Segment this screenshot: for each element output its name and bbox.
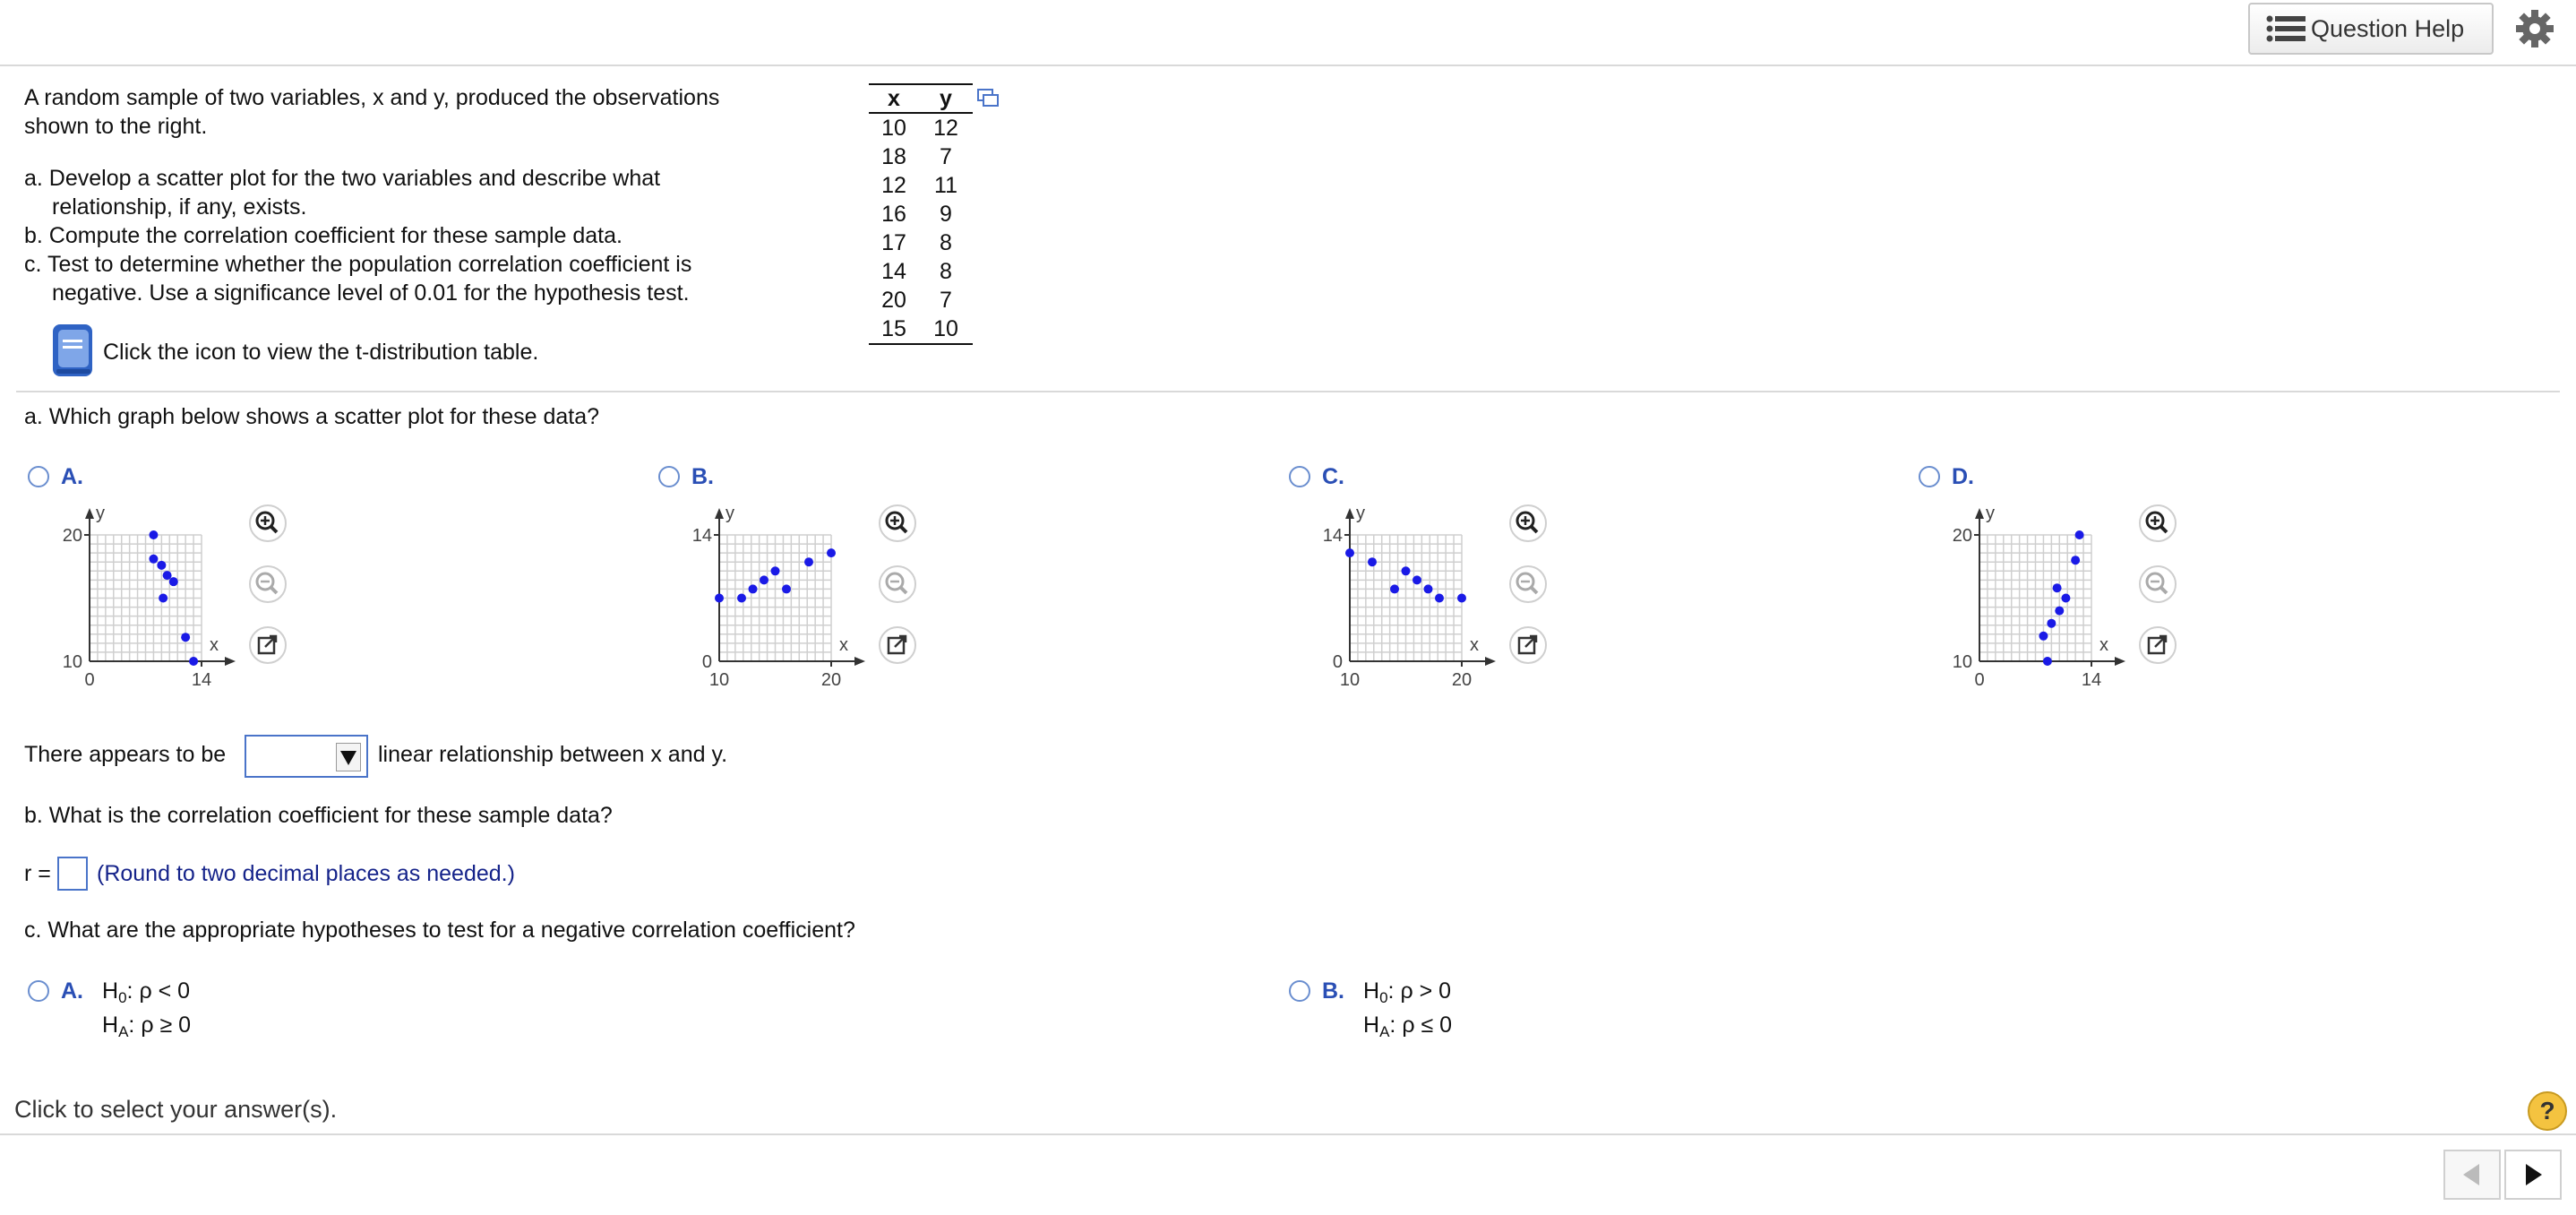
- r-input[interactable]: [57, 857, 88, 891]
- h-letter: H: [102, 978, 119, 1004]
- scatter-point: [1345, 548, 1354, 557]
- option-d-radio[interactable]: [1919, 466, 1940, 487]
- triangle-right-icon: [2506, 1151, 2560, 1198]
- zoom-in-icon[interactable]: [879, 504, 916, 542]
- y-bottom-label: 0: [701, 652, 712, 672]
- h-letter: H: [1363, 1012, 1380, 1038]
- y-axis-arrow: [715, 508, 724, 519]
- footer-divider: [0, 1133, 2576, 1135]
- table-row: [869, 142, 973, 171]
- scatter-point: [1390, 584, 1399, 593]
- pop-out-icon[interactable]: [249, 626, 287, 664]
- colon: :: [128, 1012, 142, 1038]
- intro-line-2: shown to the right.: [24, 114, 208, 139]
- scatter-point: [737, 594, 746, 603]
- y-top-label: 20: [62, 526, 82, 546]
- scatter-point: [169, 577, 178, 586]
- hypothesis-b-h0-relation: ρ > 0: [1400, 978, 1452, 1004]
- table-row: [869, 228, 973, 257]
- x-axis-label: x: [839, 635, 848, 655]
- relationship-dropdown[interactable]: [245, 735, 368, 778]
- table-header: [869, 83, 973, 114]
- y-top-label: 20: [1952, 526, 1972, 546]
- y-axis-label: y: [726, 504, 734, 523]
- zoom-in-icon[interactable]: [1509, 504, 1547, 542]
- table-row: [869, 171, 973, 200]
- table-cell: 7: [940, 287, 952, 313]
- pop-out-icon[interactable]: [2139, 626, 2177, 664]
- x-right-label: 14: [191, 670, 212, 690]
- zoom-out-icon[interactable]: [249, 565, 287, 603]
- scatter-point: [2055, 607, 2064, 616]
- part-a-line-1: a. Develop a scatter plot for the two variables and describe what: [24, 166, 661, 191]
- h-letter: H: [102, 1012, 119, 1038]
- t-table-icon[interactable]: [51, 323, 96, 378]
- table-cell: 14: [881, 258, 906, 284]
- zoom-in-icon[interactable]: [249, 504, 287, 542]
- table-cell: 15: [881, 315, 906, 341]
- h0-subscript: 0: [1379, 989, 1388, 1006]
- hypothesis-b-radio[interactable]: [1289, 980, 1310, 1002]
- x-left-label: 10: [1339, 670, 1361, 690]
- copy-data-icon[interactable]: [976, 88, 1000, 109]
- y-bottom-label: 10: [62, 652, 82, 672]
- ha-subscript: A: [118, 1023, 129, 1040]
- intro-line-1: A random sample of two variables, x and y, produced the observations: [24, 85, 720, 110]
- x-axis-arrow: [2115, 657, 2125, 666]
- y-bottom-label: 0: [1332, 652, 1343, 672]
- scatter-graph-b: [665, 502, 872, 699]
- y-top-label: 14: [1322, 526, 1343, 546]
- scatter-point: [782, 584, 791, 593]
- scatter-point: [2043, 657, 2052, 666]
- problem-statement: [24, 83, 719, 307]
- table-cell: 8: [940, 229, 952, 255]
- t-table-link-text[interactable]: Click the icon to view the t-distribution table.: [103, 340, 539, 365]
- x-right-label: 20: [1451, 670, 1473, 690]
- option-a-label: A.: [61, 464, 83, 489]
- scatter-point: [749, 584, 758, 593]
- question-b-prompt: b. What is the correlation coefficient for these sample data?: [24, 803, 613, 828]
- table-row: [869, 114, 973, 142]
- hypothesis-a-radio[interactable]: [28, 980, 49, 1002]
- table-row: [869, 315, 973, 343]
- colon: :: [1387, 978, 1401, 1004]
- table-bottom-rule: [869, 343, 973, 345]
- question-c-prompt: c. What are the appropriate hypotheses to test for a negative correlation coefficient?: [24, 918, 855, 943]
- table-cell: 7: [940, 143, 952, 169]
- hypothesis-b-label: B.: [1322, 978, 1344, 1004]
- hypothesis-a-h0: [102, 978, 190, 1007]
- scatter-point: [1424, 584, 1433, 593]
- table-cell: 18: [881, 143, 906, 169]
- colon: :: [126, 978, 140, 1004]
- scatter-point: [189, 657, 198, 666]
- relationship-suffix: linear relationship between x and y.: [378, 742, 728, 767]
- question-help-button[interactable]: [2248, 3, 2494, 55]
- scatter-point: [163, 571, 172, 580]
- table-cell: 10: [881, 115, 906, 141]
- table-cell: 12: [881, 172, 906, 198]
- scatter-point: [149, 530, 158, 539]
- x-left-label: 0: [1974, 670, 1985, 690]
- help-symbol: ?: [2539, 1097, 2555, 1125]
- scatter-point: [2071, 556, 2080, 564]
- y-axis-label: y: [1356, 504, 1365, 523]
- scatter-point: [2075, 530, 2084, 539]
- scatter-point: [2061, 594, 2070, 603]
- scatter-point: [2047, 619, 2056, 628]
- scatter-point: [157, 561, 166, 570]
- part-a-line-2: relationship, if any, exists.: [52, 194, 307, 220]
- x-left-label: 10: [708, 670, 730, 690]
- x-left-label: 0: [84, 670, 95, 690]
- zoom-out-icon[interactable]: [1509, 565, 1547, 603]
- option-d-label: D.: [1952, 464, 1974, 489]
- scatter-point: [827, 548, 836, 557]
- r-label: r =: [24, 861, 51, 886]
- next-button[interactable]: [2504, 1150, 2562, 1200]
- zoom-out-icon[interactable]: [2139, 565, 2177, 603]
- dropdown-arrow-icon[interactable]: [336, 743, 361, 771]
- pop-out-icon[interactable]: [879, 626, 916, 664]
- scatter-point: [159, 594, 167, 603]
- x-axis-arrow: [1485, 657, 1496, 666]
- question-a-prompt: a. Which graph below shows a scatter plot for these data?: [24, 404, 600, 429]
- part-c-line-2: negative. Use a significance level of 0.01 for the hypothesis test.: [52, 280, 690, 306]
- hypothesis-b-ha: [1363, 1012, 1452, 1041]
- relationship-prefix: There appears to be: [24, 742, 227, 767]
- hypothesis-b-ha-relation: ρ ≤ 0: [1402, 1012, 1453, 1038]
- x-axis-label: x: [2099, 635, 2108, 655]
- part-b-text: b. Compute the correlation coefficient for these sample data.: [24, 223, 623, 248]
- table-cell: 20: [881, 287, 906, 313]
- option-b-radio[interactable]: [658, 466, 680, 487]
- part-c-line-1: c. Test to determine whether the population correlation coefficient is: [24, 252, 692, 277]
- hypothesis-b-h0: [1363, 978, 1451, 1007]
- x-right-label: 20: [820, 670, 842, 690]
- option-a-radio[interactable]: [28, 466, 49, 487]
- table-cell: 9: [940, 201, 952, 227]
- h-letter: H: [1363, 978, 1380, 1004]
- table-row: [869, 286, 973, 315]
- triangle-left-icon: [2445, 1151, 2499, 1198]
- y-bottom-label: 10: [1952, 652, 1972, 672]
- table-header-x: x: [888, 85, 900, 111]
- x-axis-label: x: [1470, 635, 1479, 655]
- y-top-label: 14: [691, 526, 712, 546]
- x-axis-arrow: [225, 657, 236, 666]
- scatter-point: [1368, 557, 1377, 566]
- scatter-point: [2039, 632, 2048, 641]
- y-axis-arrow: [1345, 508, 1354, 519]
- question-help-label: Question Help: [2311, 14, 2465, 42]
- y-axis-arrow: [85, 508, 94, 519]
- x-axis-arrow: [854, 657, 865, 666]
- table-cell: 12: [933, 115, 958, 141]
- hypothesis-a-label: A.: [61, 978, 83, 1004]
- scatter-point: [1413, 575, 1421, 584]
- header-divider: [0, 65, 2576, 66]
- data-table: [869, 83, 973, 345]
- list-icon: [2266, 15, 2306, 42]
- option-c-label: C.: [1322, 464, 1344, 489]
- table-cell: 11: [934, 172, 957, 198]
- x-axis-label: x: [210, 635, 219, 655]
- section-divider: [16, 391, 2560, 392]
- scatter-graph-c: [1296, 502, 1502, 699]
- zoom-in-icon[interactable]: [2139, 504, 2177, 542]
- y-axis-label: y: [1986, 504, 1995, 523]
- hypothesis-a-ha: [102, 1012, 191, 1041]
- option-c-radio[interactable]: [1289, 466, 1310, 487]
- table-cell: 8: [940, 258, 952, 284]
- scatter-point: [1402, 566, 1411, 575]
- scatter-point: [1435, 594, 1444, 603]
- scatter-point: [2053, 583, 2062, 592]
- hypothesis-a-h0-relation: ρ < 0: [139, 978, 191, 1004]
- table-cell: 17: [881, 229, 906, 255]
- table-cell: 16: [881, 201, 906, 227]
- scatter-graph-d: [1926, 502, 2132, 699]
- colon: :: [1389, 1012, 1403, 1038]
- footer-status: Click to select your answer(s).: [14, 1096, 338, 1123]
- scatter-point: [149, 555, 158, 564]
- option-b-label: B.: [691, 464, 714, 489]
- scatter-point: [771, 566, 780, 575]
- scatter-point: [1457, 594, 1466, 603]
- table-row: [869, 200, 973, 228]
- h0-subscript: 0: [118, 989, 127, 1006]
- gear-icon[interactable]: [2515, 9, 2555, 48]
- pop-out-icon[interactable]: [1509, 626, 1547, 664]
- table-header-y: y: [940, 85, 952, 111]
- y-axis-arrow: [1975, 508, 1984, 519]
- ha-subscript: A: [1379, 1023, 1390, 1040]
- scatter-graph-a: [36, 502, 242, 699]
- help-icon[interactable]: [2528, 1091, 2567, 1131]
- hypothesis-a-ha-relation: ρ ≥ 0: [141, 1012, 192, 1038]
- scatter-point: [181, 633, 190, 642]
- scatter-point: [760, 575, 769, 584]
- x-right-label: 14: [2081, 670, 2102, 690]
- y-axis-label: y: [96, 504, 105, 523]
- table-cell: 10: [933, 315, 958, 341]
- table-row: [869, 257, 973, 286]
- previous-button[interactable]: [2443, 1150, 2501, 1200]
- scatter-point: [715, 594, 724, 603]
- zoom-out-icon[interactable]: [879, 565, 916, 603]
- rounding-hint: (Round to two decimal places as needed.): [97, 861, 515, 886]
- scatter-point: [804, 557, 813, 566]
